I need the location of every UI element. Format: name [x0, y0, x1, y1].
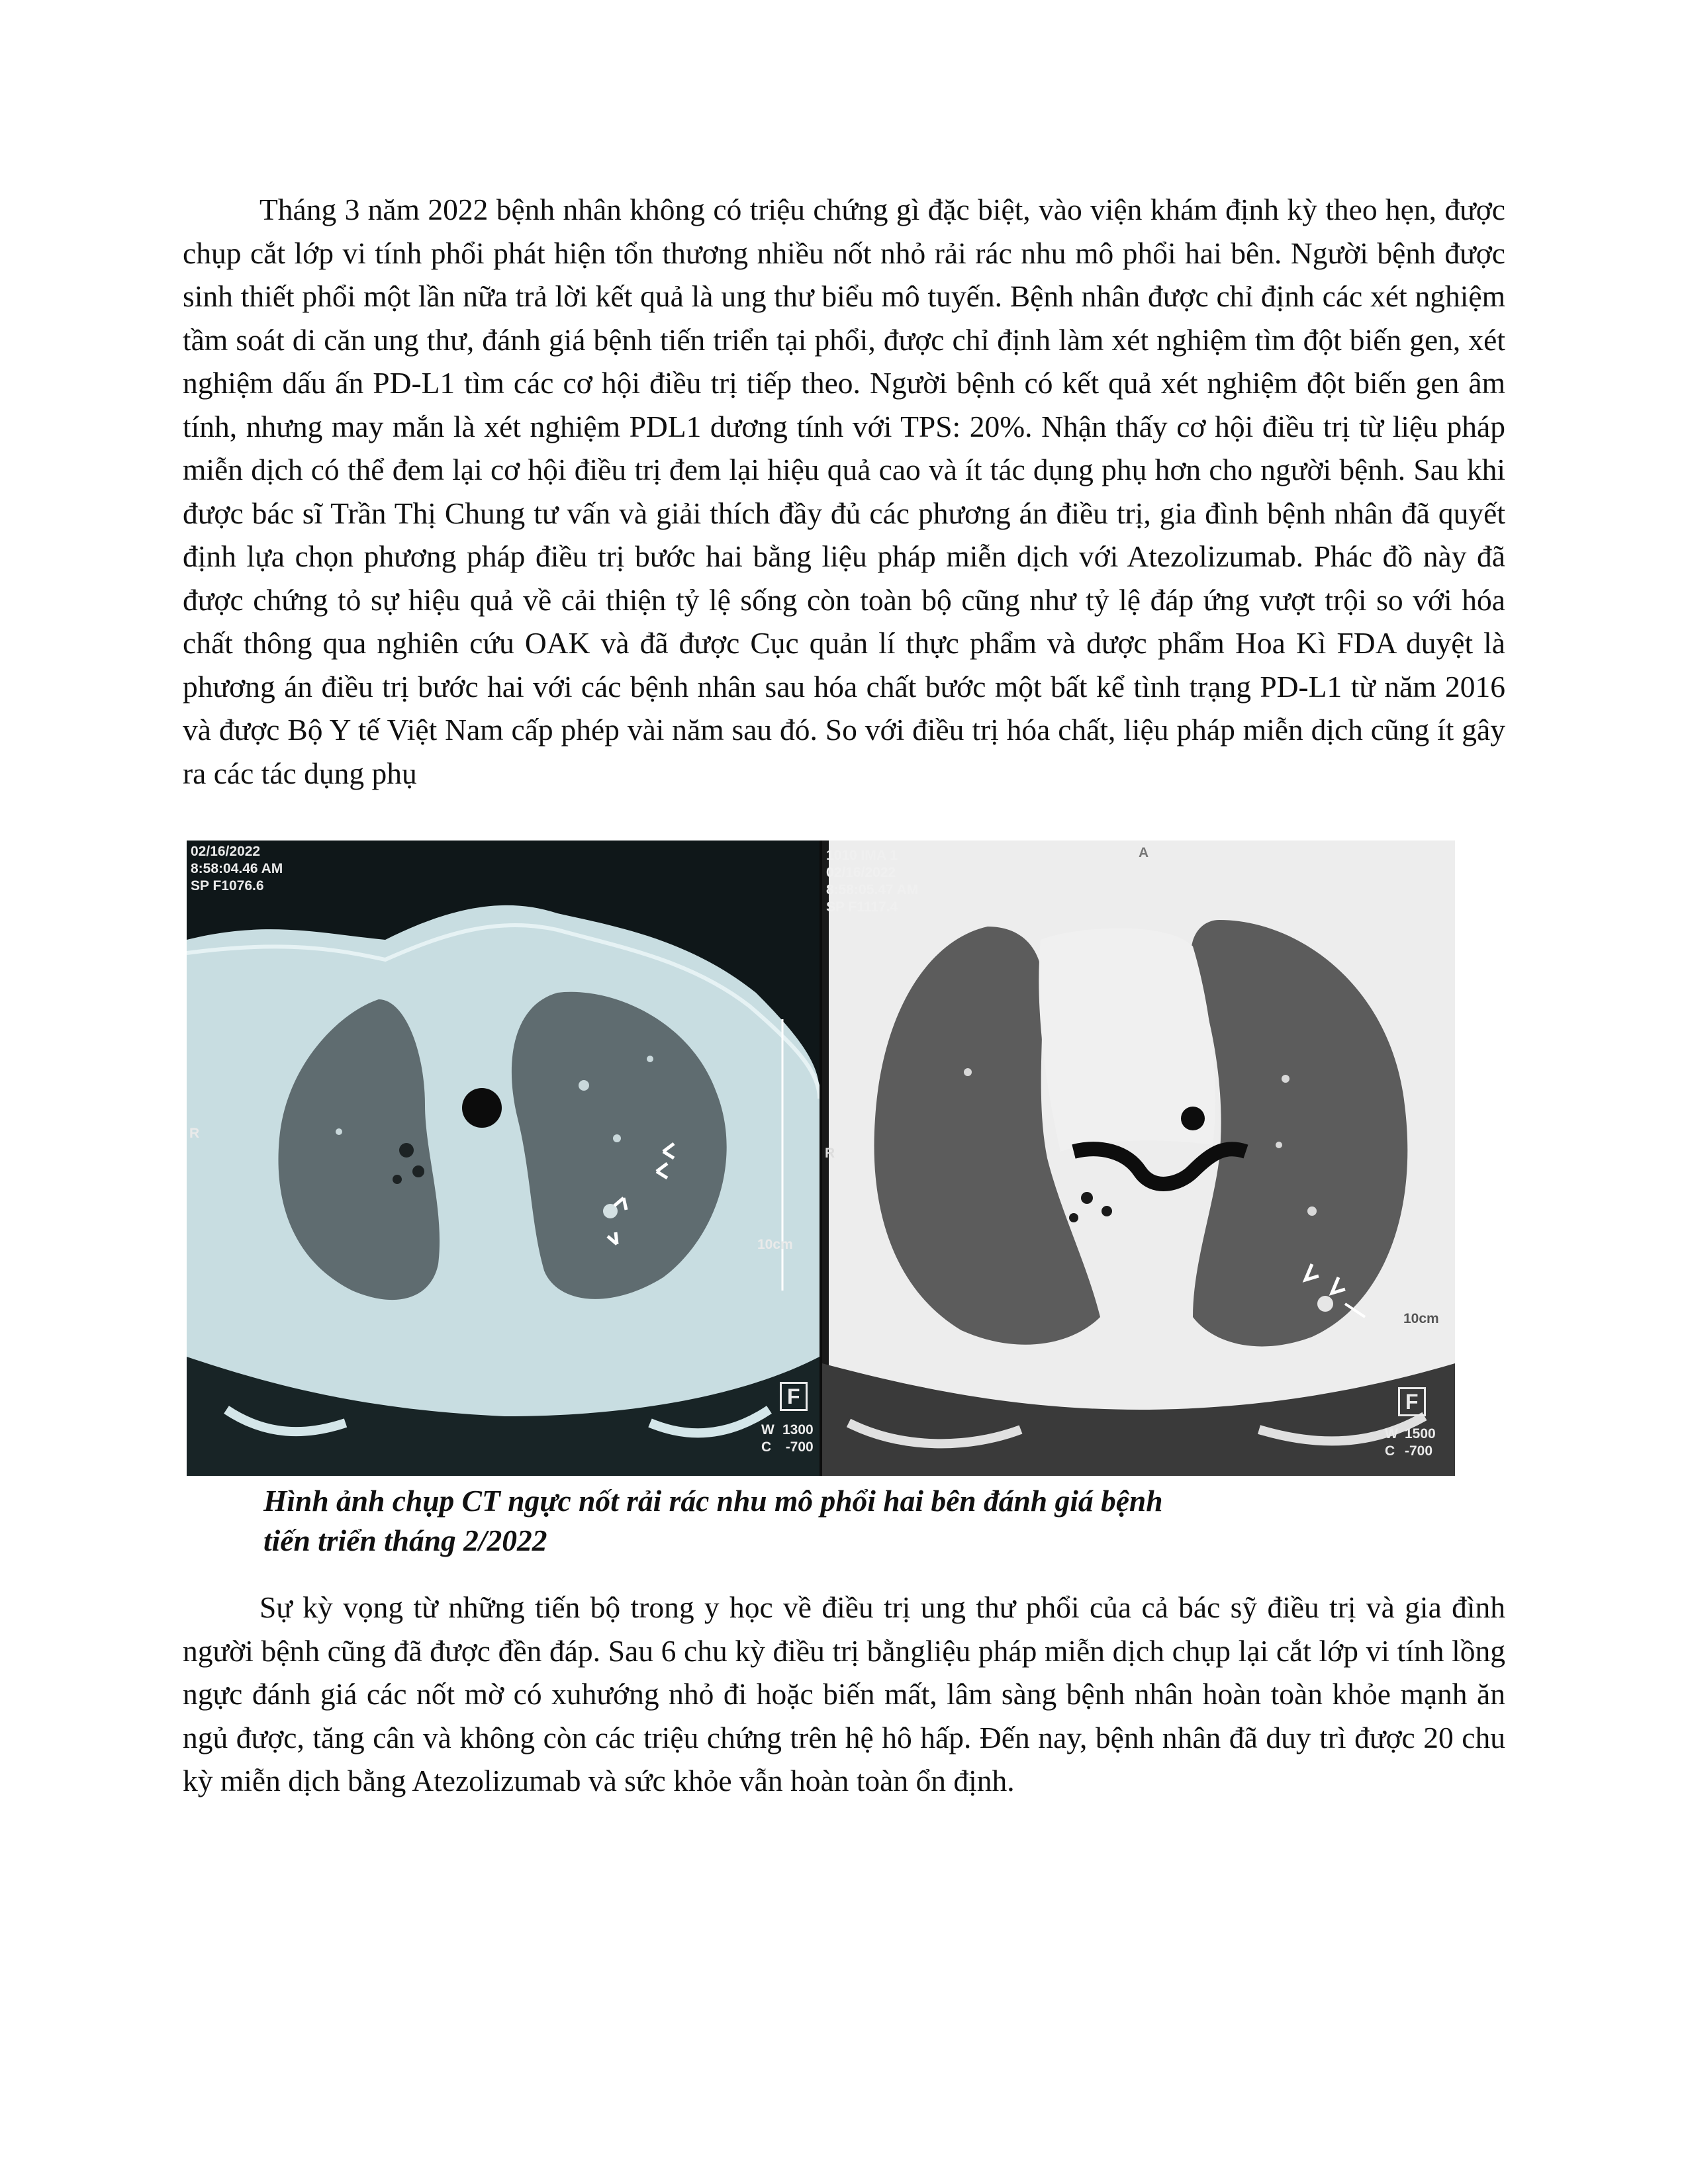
ct-right-window-letters: W C [1385, 1426, 1398, 1459]
ct-right-scale-label: 10cm [1403, 1311, 1439, 1326]
ct-right-side-marker: R [825, 1146, 835, 1161]
ct-left-side-marker: R [189, 1126, 200, 1141]
ct-left-scale-label: 10cm [757, 1237, 793, 1252]
ct-scan-left [187, 841, 820, 1476]
ct-scan-right [822, 841, 1455, 1476]
ct-left-orientation-badge: F [780, 1382, 808, 1411]
body-paragraph-1: Tháng 3 năm 2022 bệnh nhân không có triệu chứng gì đặc biệt, vào viện khám định kỳ theo hẹn, được chụp cắt lớp vi tính phổi phát hiện tổn thương nhiều nốt nhỏ rải rác nhu mô phổi hai bên. Người bệnh được sinh thiết phổi một lần nữa trả lời kết quả là ung thư biểu mô tuyến. Bệnh nhân được chỉ định các xét nghiệm tầm soát di căn ung thư, đánh giá bệnh tiến triển tại phổi, được chỉ định làm xét nghiệm tìm đột biến gen, xét nghiệm dấu ấn PD-L1 tìm các cơ hội điều trị tiếp theo. Người bệnh có kết quả xét nghiệm đột biến gen âm tính, nhưng may mắn là xét nghiệm PDL1 dương tính với TPS: 20%. Nhận thấy cơ hội điều trị từ liệu pháp miễn dịch có thể đem lại cơ hội điều trị đem lại hiệu quả cao và ít tác dụng phụ hơn cho người bệnh. Sau khi được bác sĩ Trần Thị Chung tư vấn và giải thích đầy đủ các phương án điều trị, gia đình bệnh nhân đã quyết định lựa chọn phương pháp điều trị bước hai bằng liệu pháp miễn dịch với Atezolizumab. Phác đồ này đã được chứng tỏ sự hiệu quả về cải thiện tỷ lệ sống còn toàn bộ cũng như tỷ lệ đáp ứng vượt trội so với hóa chất thông qua nghiên cứu OAK và đã được Cục quản lí thực phẩm và dược phẩm Hoa Kì FDA duyệt là phương án điều trị bước hai với các bệnh nhân sau hóa chất bước một bất kể tình trạng PD-L1 từ năm 2016 và được Bộ Y tế Việt Nam cấp phép vài năm sau đó. So với điều trị hóa chất, liệu pháp miễn dịch cũng ít gây ra các tác dụng phụ [183, 193, 1505, 790]
ct-scan-right-image [822, 841, 1455, 1476]
figure-caption-line-2: tiến triển tháng 2/2022 [263, 1524, 547, 1557]
ct-left-overlay-text: 02/16/2022 8:58:04.46 AM SP F1076.6 [191, 844, 283, 893]
ct-right-window-values: 1500 -700 [1405, 1426, 1436, 1459]
ct-right-top-marker: A [1139, 845, 1149, 860]
figure-caption-line-1: Hình ảnh chụp CT ngực nốt rải rác nhu mô phổi hai bên đánh giá bệnh [263, 1484, 1163, 1518]
ct-scan-left-image [187, 841, 820, 1476]
body-paragraph-2: Sự kỳ vọng từ những tiến bộ trong y học về điều trị ung thư phổi của cả bác sỹ điều trị và gia đình người bệnh cũng đã được đền đáp. Sau 6 chu kỳ điều trị bằngliệu pháp miễn dịch chụp lại cắt lớp vi tính lồng ngực đánh giá các nốt mờ có xuhướng nhỏ đi hoặc biến mất, lâm sàng bệnh nhân hoàn toàn khỏe mạnh ăn ngủ được, tăng cân và không còn các triệu chứng trên hệ hô hấp. Đến nay, bệnh nhân đã duy trì được 20 chu kỳ miễn dịch bằng Atezolizumab và sức khỏe vẫn hoàn toàn ổn định. [183, 1590, 1505, 1797]
ct-right-overlay-text: 1010 IMA 1 02/16/2022 8:58:05.47 AM SP F1117.4 [826, 848, 919, 915]
figure-caption [263, 1481, 1323, 1561]
ct-left-window-values: 1300 -700 [782, 1422, 814, 1455]
ct-figure [187, 841, 1455, 1476]
ct-right-orientation-badge: F [1398, 1387, 1426, 1416]
ct-left-window-letters: W C [761, 1422, 774, 1455]
